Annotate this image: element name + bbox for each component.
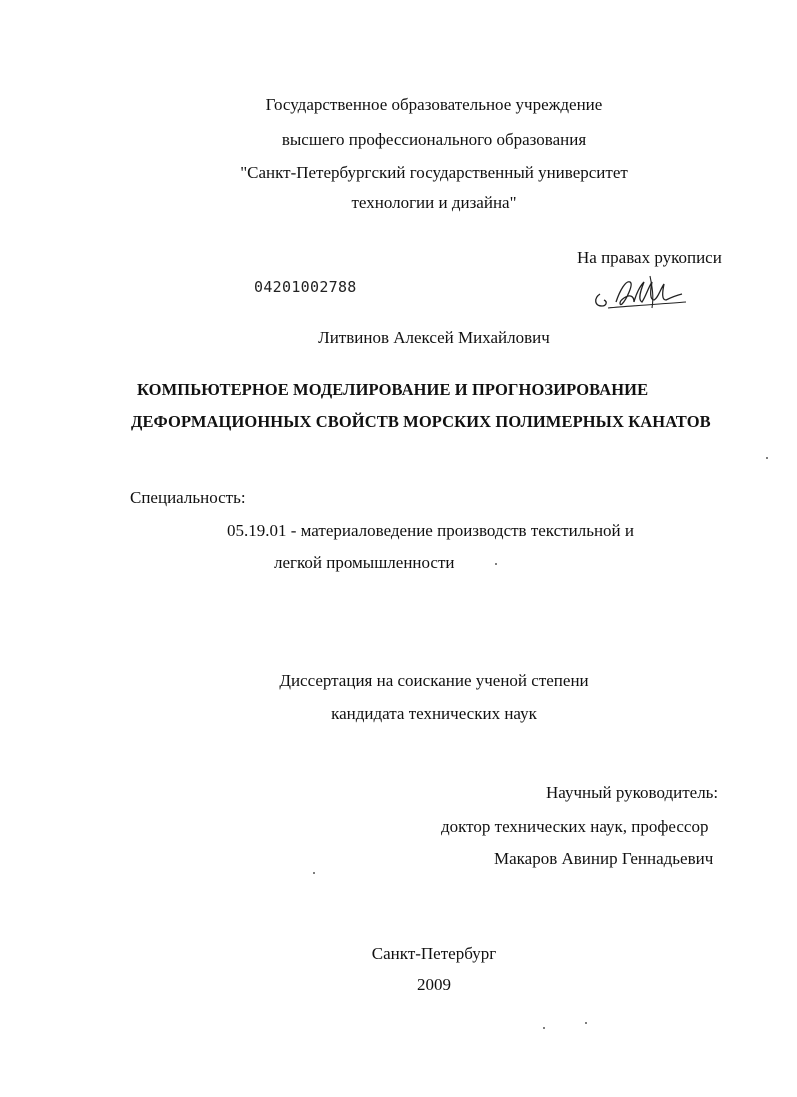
degree-line-1: Диссертация на соискание ученой степени: [279, 671, 589, 690]
specialty-line-1: 05.19.01 - материаловедение производств текстильной и: [227, 521, 634, 540]
scan-speck: [766, 457, 768, 459]
institution-line-2: высшего профессионального образования: [281, 130, 587, 149]
institution-line-3: "Санкт-Петербургский государственный университет: [240, 163, 628, 182]
handwritten-signature-icon: [590, 272, 690, 314]
institution-line-4: технологии и дизайна": [351, 193, 517, 212]
institution-line-1: Государственное образовательное учреждение: [265, 95, 603, 114]
year: 2009: [417, 975, 451, 994]
title-line-1: КОМПЬЮТЕРНОЕ МОДЕЛИРОВАНИЕ И ПРОГНОЗИРОВАНИЕ: [137, 380, 649, 399]
manuscript-note: На правах рукописи: [577, 248, 722, 267]
specialty-line-2: легкой промышленности: [274, 553, 455, 572]
scan-speck: [495, 563, 497, 565]
supervisor-name: Макаров Авинир Геннадьевич: [494, 849, 714, 868]
title-line-2: ДЕФОРМАЦИОННЫХ СВОЙСТВ МОРСКИХ ПОЛИМЕРНЫХ КАНАТОВ: [131, 412, 711, 431]
scan-speck: [585, 1022, 587, 1024]
supervisor-credentials: доктор технических наук, профессор: [441, 817, 709, 836]
supervisor-label: Научный руководитель:: [546, 783, 719, 802]
scan-speck: [543, 1027, 545, 1029]
catalog-number: 04201002788: [254, 278, 357, 296]
author-name: Литвинов Алексей Михайлович: [318, 328, 550, 347]
scan-speck: [313, 872, 315, 874]
specialty-label: Специальность:: [130, 488, 246, 507]
city: Санкт-Петербург: [371, 944, 497, 963]
degree-line-2: кандидата технических наук: [331, 704, 537, 723]
